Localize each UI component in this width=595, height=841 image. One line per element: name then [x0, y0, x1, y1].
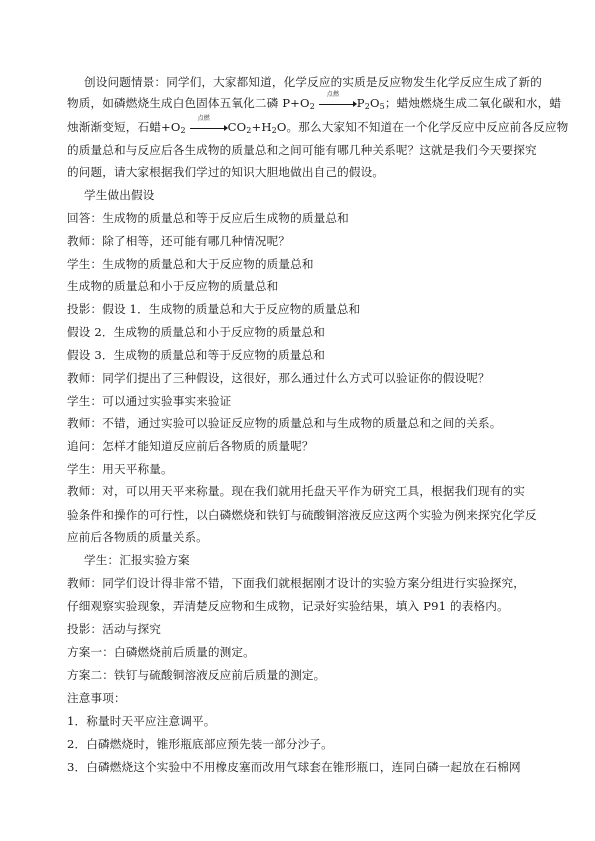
paragraph-line-7: 回答：生成物的质量总和等于反应后生成物的质量总和: [67, 211, 349, 225]
paragraph-line-3: [67, 115, 569, 135]
paragraph-line-13: 假设 3．生成物的质量总和等于反应物的质量总和: [67, 348, 325, 362]
reaction-condition: 点燃: [326, 91, 340, 98]
paragraph-line-2: [67, 91, 562, 111]
paragraph-line-11: 投影：假设 1．生成物的质量总和大于反应物的质量总和: [67, 302, 361, 316]
paragraph-line-29: 1．称量时天平应注意调平。: [67, 714, 216, 728]
paragraph-line-26: 方案一：白磷燃烧前后质量的测定。: [67, 645, 255, 659]
reaction-condition: 点燃: [197, 115, 210, 122]
subscript: 2: [309, 102, 315, 111]
line-text: 烛渐渐变短，石蜡+O: [67, 120, 181, 134]
paragraph-line-12: 假设 2．生成物的质量总和小于反应物的质量总和: [67, 325, 325, 339]
paragraph-line-8: 教师：除了相等，还可能有哪几种情况呢？: [67, 234, 291, 248]
paragraph-line-9: 学生：生成物的质量总和大于反应物的质量总和: [67, 257, 314, 271]
line-text: ；蜡烛燃烧生成二氧化碳和水，蜡: [384, 96, 562, 110]
product-formula: CO: [227, 120, 247, 134]
paragraph-line-18: 学生：用天平称量。: [67, 462, 173, 476]
paragraph-line-20: 验条件和操作的可行性，以白磷燃烧和铁钉与硫酸铜溶液反应这两个实验为例来探究化学反: [67, 508, 537, 522]
paragraph-line-30: 2．白磷燃烧时，锥形瓶底部应预先装一部分沙子。: [67, 737, 333, 751]
paragraph-line-1: 创设问题情景：同学们，大家都知道，化学反应的实质是反应物发生化学反应生成了新的: [84, 75, 543, 89]
product-formula: P: [356, 96, 365, 110]
paragraph-line-21: 应前后各物质的质量关系。: [67, 530, 208, 544]
paragraph-line-24: 仔细观察实验现象，弄清楚反应物和生成物，记录好实验结果，填入 P91 的表格内。: [67, 599, 509, 613]
paragraph-line-22: 学生：汇报实验方案: [84, 553, 190, 567]
line-text: 物质，如磷燃烧生成白色固体五氧化二磷 P+O: [67, 96, 310, 110]
reaction-arrow-icon: [319, 91, 357, 109]
product-formula: +H: [251, 120, 272, 134]
paragraph-line-15: 学生：可以通过实验事实来验证: [67, 394, 232, 408]
subscript: 2: [271, 126, 277, 135]
product-formula: O: [370, 96, 380, 110]
paragraph-line-27: 方案二：铁钉与硫酸铜溶液反应前后质量的测定。: [67, 668, 326, 682]
reaction-arrow-icon: [190, 115, 228, 133]
subscript: 2: [364, 102, 370, 111]
subscript: 2: [180, 126, 186, 135]
paragraph-line-28: 注意事项：: [67, 691, 126, 705]
paragraph-line-16: 教师：不错，通过实验可以验证反应物的质量总和与生成物的质量总和之间的关系。: [67, 416, 502, 430]
paragraph-line-25: 投影：活动与探究: [67, 622, 161, 636]
paragraph-line-31: 3．白磷燃烧这个实验中不用橡皮塞而改用气球套在锥形瓶口，连同白磷一起放在石棉网: [67, 760, 521, 774]
paragraph-line-17: 追问：怎样才能知道反应前后各物质的质量呢？: [67, 439, 314, 453]
paragraph-line-23: 教师：同学们设计得非常不错，下面我们就根据刚才设计的实验方案分组进行实验探究，: [67, 576, 526, 590]
subscript: 5: [379, 102, 385, 111]
paragraph-line-14: 教师：同学们提出了三种假设，这很好，那么通过什么方式可以验证你的假设呢？: [67, 371, 490, 385]
paragraph-line-6: 学生做出假设: [84, 188, 155, 202]
paragraph-line-5: 的问题，请大家根据我们学过的知识大胆地做出自己的假设。: [67, 165, 385, 179]
paragraph-line-10: 生成物的质量总和小于反应物的质量总和: [67, 279, 279, 293]
line-text: O。那么大家知不知道在一个化学反应中反应前各反应物: [276, 120, 569, 134]
subscript: 2: [246, 126, 252, 135]
paragraph-line-4: 的质量总和与反应后各生成物的质量总和之间可能有哪几种关系呢？这就是我们今天要探究: [67, 143, 537, 157]
paragraph-line-19: 教师：对，可以用天平来称量。现在我们就用托盘天平作为研究工具，根据我们现有的实: [67, 484, 526, 498]
